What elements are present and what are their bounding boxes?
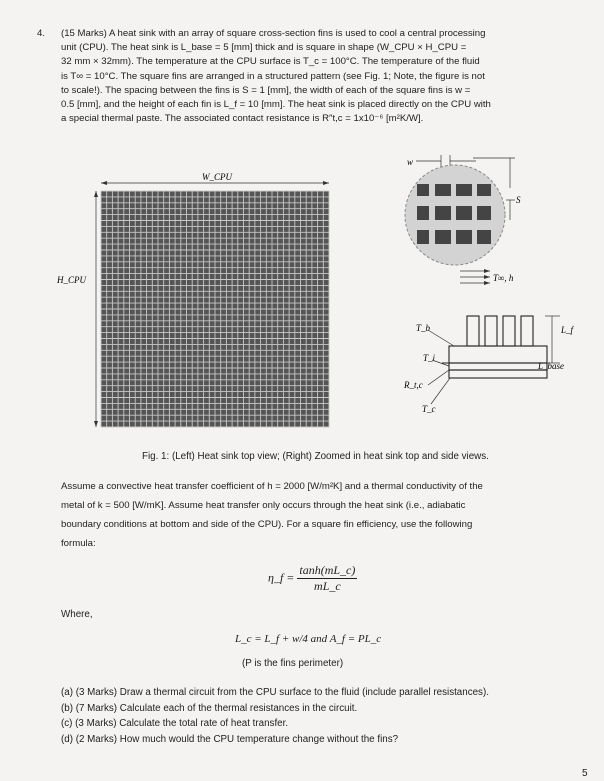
assumption-line-2: metal of k = 500 [W/mK]. Assume heat transfer only occurs through the heat sink (i.e., adiabatic [61,500,466,511]
assumptions-block [61,477,581,553]
formula-fraction [297,563,357,594]
problem-line-4: is T∞ = 10°C. The square fins are arranged in a structured pattern (see Fig. 1; Note, the figure is not [61,70,485,82]
problem-line-6: 0.5 [mm], and the height of each fin is L_f = 10 [mm]. The heat sink is placed directly on the CPU with [61,99,491,111]
w-label: w [407,157,414,167]
problem-line-7: a special thermal paste. The associated contact resistance is R″t,c = 1x10⁻⁶ [m²K/W]. [61,113,424,125]
formula-definitions: L_c = L_f + w/4 and A_f = PL_c [235,633,382,645]
part-b: (b) (7 Marks) Calculate each of the thermal resistances in the circuit. [61,702,358,714]
part-a: (a) (3 Marks) Draw a thermal circuit from the CPU surface to the fluid (include parallel resistances). [61,687,489,698]
problem-line-3: 32 mm × 32mm). The temperature at the CPU surface is T_c = 100°C. The temperature of the fluid [61,56,480,68]
side-view [403,269,575,414]
problem-line-5: to scale!). The spacing between the fins is S = 1 [mm], the width of each of the square fins is w = [61,84,471,96]
formula-lhs: η_f = [268,570,295,585]
formula-note: (P is the fins perimeter) [242,658,344,669]
lf-label: L_f [561,325,574,335]
formula-numerator: tanh(mL_c) [299,563,356,577]
question-parts [61,685,489,747]
problem-statement [61,27,566,126]
where-label: Where, [61,609,93,620]
zoomed-top-view [405,155,521,265]
heat-sink-top-view [56,172,329,427]
assumption-line-3: boundary conditions at bottom and side of the CPU). For a square fin efficiency, use the following [61,519,473,530]
lbase-label: L_base [538,361,565,371]
part-c: (c) (3 Marks) Calculate the total rate of heat transfer. [61,718,289,729]
problem-number: 4. [37,28,46,39]
rtc-label: R_t,c [404,380,423,390]
page-number: 5 [582,768,588,779]
assumption-line-4: formula: [61,538,96,549]
tb-label: T_b [416,323,431,333]
formula-denominator: mL_c [314,579,341,593]
s-label: S [516,195,521,205]
fin-efficiency-formula [268,563,357,594]
h-cpu-label: H_CPU [57,275,86,285]
t-inf-label: T∞, h [493,273,514,283]
figure-caption: Fig. 1: (Left) Heat sink top view; (Right) Zoomed in heat sink top and side views. [142,451,489,462]
w-cpu-label: W_CPU [202,172,232,182]
assumption-line-1: Assume a convective heat transfer coefficient of h = 2000 [W/m²K] and a thermal conductivity of the [61,481,483,492]
problem-line-2: unit (CPU). The heat sink is L_base = 5 [mm] thick and is square in shape (W_CPU × H_CPU = [61,42,467,54]
part-d: (d) (2 Marks) How much would the CPU temperature change without the fins? [61,733,399,745]
ti-label: T_i [423,353,436,363]
heat-sink-figure [30,150,590,450]
tc-label: T_c [422,404,436,414]
problem-line-1: (15 Marks) A heat sink with an array of square cross-section fins is used to cool a central processing [61,28,486,39]
